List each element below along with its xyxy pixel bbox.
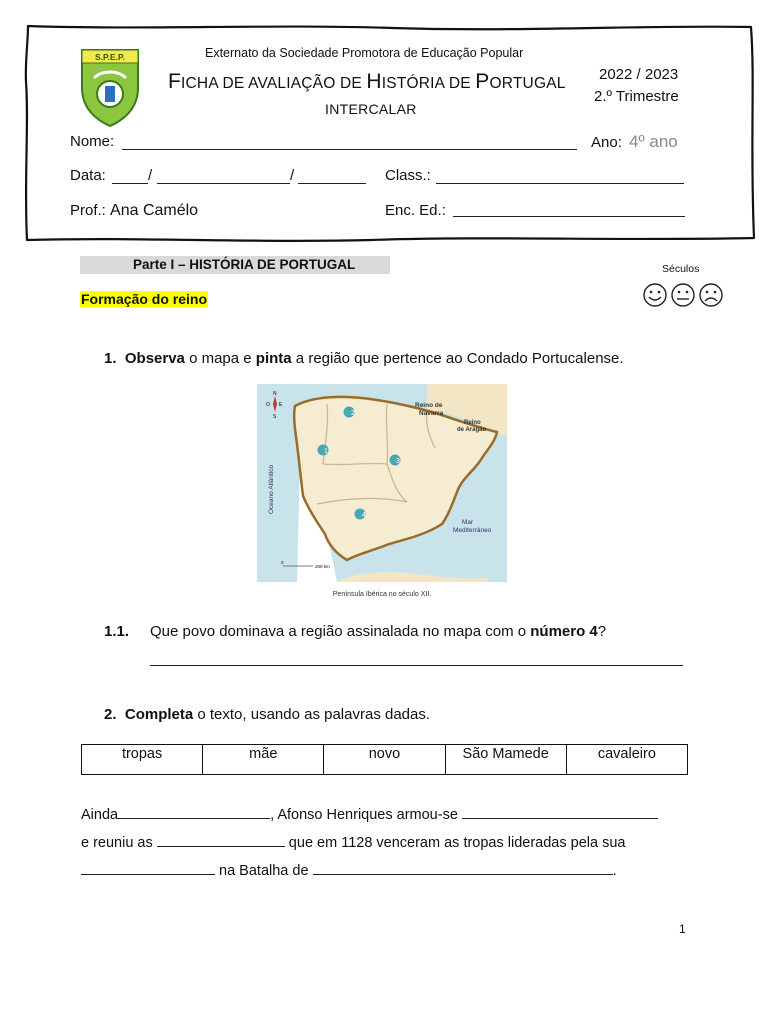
page-title: FICHA DE AVALIAÇÃO DE HISTÓRIA DE PORTUGAL <box>168 70 566 93</box>
data-day-field[interactable] <box>112 183 148 184</box>
svg-text:S: S <box>273 414 277 420</box>
map-marker-3 <box>390 455 401 466</box>
nome-label: Nome: <box>70 133 115 150</box>
class-field[interactable] <box>436 183 684 184</box>
organization-name: Externato da Sociedade Promotora de Educação Popular <box>205 46 524 60</box>
word-bank-item: cavaleiro <box>566 745 687 775</box>
question-1: 1. Observa o mapa e pinta a região que pertence ao Condado Portucalense. <box>104 350 624 367</box>
sad-face-icon[interactable] <box>700 284 722 306</box>
question-2: 2. Completa o texto, usando as palavras dadas. <box>104 706 431 723</box>
map-label-aragao: Reino <box>464 420 481 426</box>
svg-text:E: E <box>279 402 283 408</box>
svg-text:Navarra: Navarra <box>419 410 444 417</box>
ano-label: Ano: <box>591 134 622 151</box>
data-month-field[interactable] <box>157 183 290 184</box>
word-bank-table <box>81 744 688 775</box>
blank-5[interactable] <box>313 874 613 875</box>
svg-text:N: N <box>273 391 277 397</box>
map-caption: Península Ibérica no século XII. <box>332 591 432 598</box>
class-label: Class.: <box>385 167 431 184</box>
enc-field[interactable] <box>453 216 685 217</box>
svg-text:1: 1 <box>324 448 328 455</box>
section-title: Parte I – HISTÓRIA DE PORTUGAL <box>133 257 356 272</box>
blank-2[interactable] <box>462 818 658 819</box>
school-logo <box>78 42 142 128</box>
blank-1[interactable] <box>118 818 270 819</box>
map-label-sea: Mar <box>462 519 474 526</box>
blank-3[interactable] <box>157 846 285 847</box>
scale-label: Séculos <box>662 263 700 275</box>
svg-text:3: 3 <box>396 458 400 465</box>
question-1-1-text: Que povo dominava a região assinalada no mapa com o número 4? <box>150 623 607 640</box>
fill-paragraph-line-3: na Batalha de . <box>81 857 688 885</box>
data-separator: / <box>290 167 295 184</box>
data-label: Data: <box>70 167 106 184</box>
map-marker-1 <box>318 445 329 456</box>
happy-face-icon[interactable] <box>644 284 666 306</box>
trimester: 2.º Trimestre <box>594 88 679 105</box>
section-subtitle: Formação do reino <box>81 291 208 307</box>
page-subtitle: INTERCALAR <box>325 101 417 117</box>
prof-value: Ana Camélo <box>110 202 199 219</box>
page-number: 1 <box>679 922 686 936</box>
word-bank-item: novo <box>324 745 445 775</box>
fill-paragraph-line-2: e reuniu as que em 1128 venceram as tropas lideradas pela sua <box>81 835 626 851</box>
svg-text:4: 4 <box>362 512 366 519</box>
fill-paragraph-line-1: Ainda , Afonso Henriques armou-se <box>81 801 688 829</box>
prof-label: Prof.: Ana Camélo <box>70 202 199 219</box>
word-bank-item: mãe <box>203 745 324 775</box>
neutral-face-icon[interactable] <box>672 284 694 306</box>
answer-1-1-field[interactable] <box>150 665 683 666</box>
enc-label: Enc. Ed.: <box>385 202 446 219</box>
ano-value: 4º ano <box>629 132 678 151</box>
svg-text:0: 0 <box>281 560 284 565</box>
svg-text:2: 2 <box>351 410 355 417</box>
map-label-ocean: Oceano Atlântico <box>268 464 275 514</box>
word-bank-item: tropas <box>82 745 203 775</box>
school-year: 2022 / 2023 <box>599 66 679 83</box>
nome-field[interactable] <box>122 149 577 150</box>
svg-text:O: O <box>266 402 270 408</box>
svg-text:de Aragão: de Aragão <box>457 427 487 433</box>
svg-text:200 km: 200 km <box>315 564 330 569</box>
question-1-1: 1.1. <box>104 623 130 640</box>
data-year-field[interactable] <box>298 183 366 184</box>
map-label-navarra: Reino de <box>415 402 443 409</box>
svg-text:Mediterrâneo: Mediterrâneo <box>453 527 492 534</box>
logo-text: S.P.E.P. <box>95 52 125 62</box>
blank-4[interactable] <box>81 874 215 875</box>
word-bank-item: São Mamede <box>445 745 566 775</box>
self-evaluation-faces <box>642 281 726 309</box>
data-separator: / <box>148 167 153 184</box>
iberian-peninsula-map <box>257 384 507 604</box>
